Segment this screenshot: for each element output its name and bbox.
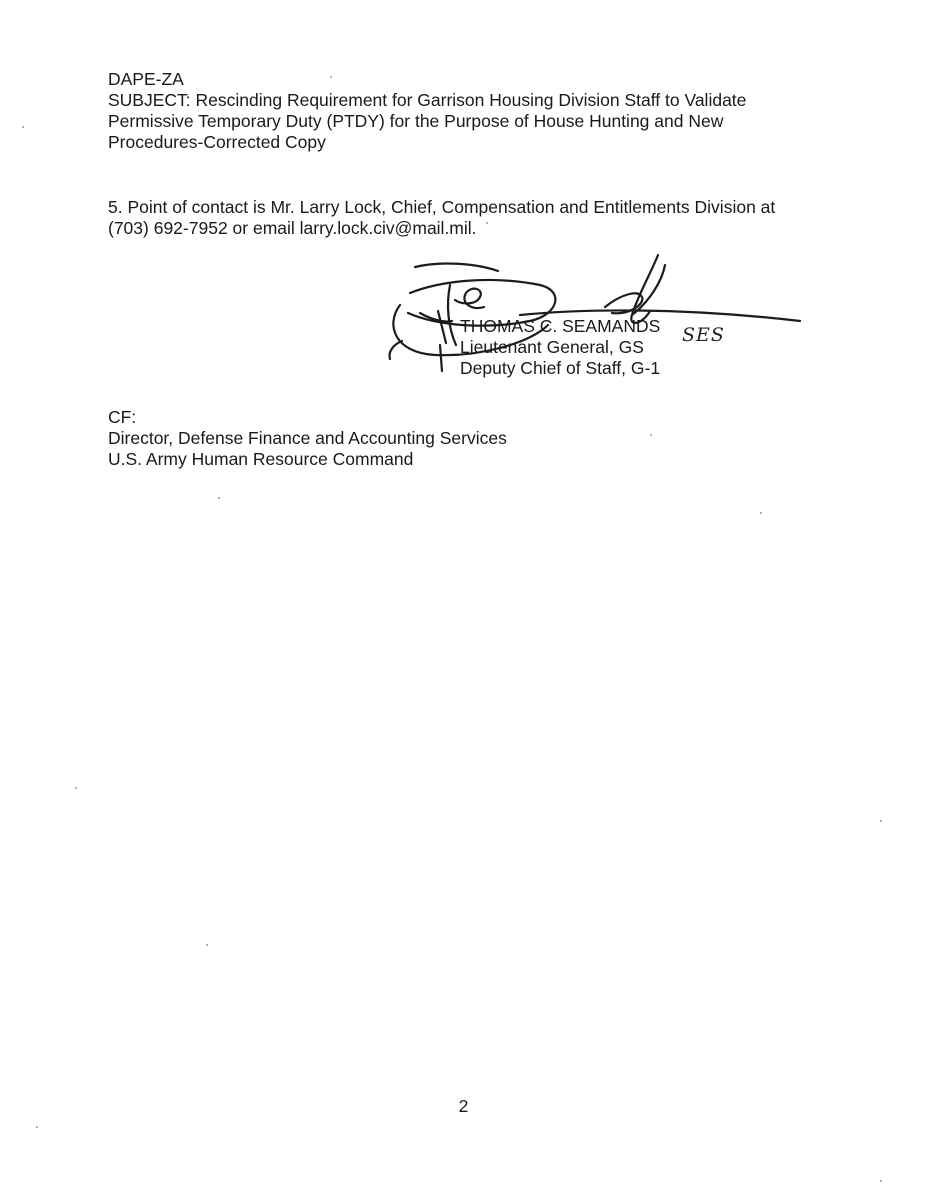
subject-block (108, 90, 828, 153)
point-of-contact-paragraph (108, 197, 828, 239)
cf-recipient: Director, Defense Finance and Accounting Services (108, 428, 507, 448)
scan-speck (760, 512, 762, 514)
scan-speck (36, 1126, 38, 1128)
scan-speck (880, 1180, 882, 1182)
subject-line: SUBJECT: Rescinding Requirement for Garrison Housing Division Staff to Validate (108, 90, 747, 110)
subject-line: Procedures-Corrected Copy (108, 132, 326, 152)
cf-label: CF: (108, 407, 137, 427)
scan-speck (880, 820, 882, 822)
handwritten-note: SES (682, 324, 725, 346)
signer-title: Deputy Chief of Staff, G-1 (460, 358, 661, 378)
signer-name: THOMAS C. SEAMANDS (460, 316, 661, 336)
page-number: 2 (458, 1096, 469, 1116)
paragraph-line: 5. Point of contact is Mr. Larry Lock, Chief, Compensation and Entitlements Division at (108, 197, 776, 217)
paragraph-line: (703) 692-7952 or email larry.lock.civ@mail.mil. (108, 218, 477, 238)
scan-speck (330, 76, 332, 78)
signer-rank: Lieutenant General, GS (460, 337, 644, 357)
scan-speck (206, 944, 208, 946)
copy-furnished-block (108, 407, 828, 470)
scan-speck (75, 787, 77, 789)
subject-line: Permissive Temporary Duty (PTDY) for the Purpose of House Hunting and New (108, 111, 724, 131)
scan-speck (22, 126, 24, 128)
office-symbol-text: DAPE-ZA (108, 69, 184, 89)
office-symbol (108, 69, 828, 90)
cf-recipient: U.S. Army Human Resource Command (108, 449, 414, 469)
signature-block (380, 245, 820, 395)
scan-speck (486, 222, 488, 224)
scan-speck (650, 434, 652, 436)
scan-speck (218, 497, 220, 499)
